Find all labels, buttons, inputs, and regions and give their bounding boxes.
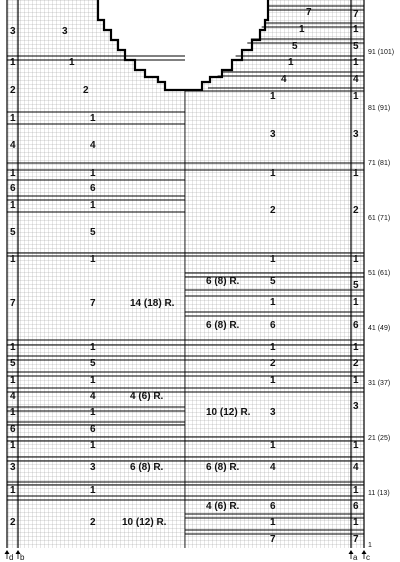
right-edge-count: 1 [353,254,359,265]
row-number: 51 (61) [368,270,391,277]
repeat-label: 4 (6) R. [130,391,164,402]
edge-markers [5,550,371,562]
row-number-axis [368,49,394,549]
right-edge-count: 5 [353,41,359,52]
left-inner-count: 2 [83,85,89,96]
left-edge-count: 4 [10,391,16,402]
repeat-label: 14 (18) R. [130,298,175,309]
left-inner-count: 6 [90,183,96,194]
right-edge-count: 6 [353,320,359,331]
left-edge-count: 2 [10,85,16,96]
left-inner-count: 6 [90,424,96,435]
row-number: 61 (71) [368,215,391,222]
left-inner-count: 1 [69,57,75,68]
row-number: 91 (101) [368,49,395,56]
left-edge-count: 1 [10,113,16,124]
left-edge-count: 4 [10,140,16,151]
right-edge-count: 6 [353,501,359,512]
left-edge-count: 2 [10,517,16,528]
left-edge-count: 1 [10,342,16,353]
right-edge-count: 1 [353,168,359,179]
left-edge-count: 3 [10,26,16,37]
left-inner-count: 1 [90,375,96,386]
left-edge-count: 1 [10,200,16,211]
right-edge-count: 2 [353,205,359,216]
row-number: 31 (37) [368,380,391,387]
left-inner-count: 1 [90,254,96,265]
right-inner-count: 3 [270,129,276,140]
left-edge-count: 1 [10,57,16,68]
row-number: 11 (13) [368,490,390,497]
right-inner-count: 1 [288,57,294,68]
repeat-label: 10 (12) R. [122,517,167,528]
right-inner-count: 5 [270,276,276,287]
row-number: 1 [368,542,372,549]
right-edge-count: 5 [353,280,359,291]
left-edge-count: 5 [10,227,16,238]
repeat-label: 6 (8) R. [206,276,240,287]
left-inner-count: 5 [90,358,96,369]
right-edge-count: 1 [353,440,359,451]
right-inner-count: 1 [270,375,276,386]
repeat-label: 6 (8) R. [206,462,240,473]
left-inner-count: 2 [90,517,96,528]
left-inner-count: 5 [90,227,96,238]
right-edge-count: 1 [353,375,359,386]
left-inner-count: 3 [90,462,96,473]
right-edge-count: 3 [353,401,359,412]
left-inner-count: 4 [90,140,96,151]
repeat-label: 6 (8) R. [206,320,240,331]
right-inner-count: 7 [270,534,276,545]
row-number: 21 (25) [368,435,391,442]
right-inner-count: 6 [270,501,276,512]
right-inner-count: 2 [270,205,276,216]
left-inner-count: 1 [90,485,96,496]
right-inner-count: 1 [270,517,276,528]
repeat-label: 4 (6) R. [206,501,240,512]
left-inner-count: 1 [90,342,96,353]
edge-marker-label: d [9,553,14,562]
repeat-label: 6 (8) R. [130,462,164,473]
left-edge-count: 6 [10,183,16,194]
edge-marker-label: c [366,553,370,562]
right-edge-count: 1 [353,91,359,102]
left-edge-count: 1 [10,485,16,496]
right-inner-count: 1 [270,342,276,353]
right-edge-count: 1 [353,485,359,496]
edge-marker-label: b [20,553,25,562]
right-inner-count: 6 [270,320,276,331]
left-edge-count: 1 [10,440,16,451]
left-inner-count: 4 [90,391,96,402]
right-inner-count: 1 [270,168,276,179]
left-inner-count: 1 [90,168,96,179]
right-edge-count: 7 [353,9,359,20]
right-edge-count: 1 [353,517,359,528]
left-edge-count: 7 [10,298,16,309]
row-number: 41 (49) [368,325,391,332]
left-inner-count: 1 [90,440,96,451]
edge-marker-label: a [353,553,358,562]
right-edge-count: 1 [353,57,359,68]
left-edge-count: 1 [10,375,16,386]
right-inner-count: 2 [270,358,276,369]
repeat-label: 10 (12) R. [206,407,251,418]
right-inner-count: 1 [270,440,276,451]
right-edge-count: 7 [353,534,359,545]
right-inner-count: 5 [292,41,298,52]
right-edge-count: 2 [353,358,359,369]
left-edge-count: 6 [10,424,16,435]
right-edge-count: 1 [353,24,359,35]
right-edge-count: 4 [353,74,359,85]
right-inner-count: 3 [270,407,276,418]
right-inner-count: 4 [270,462,276,473]
right-edge-count: 4 [353,462,359,473]
right-inner-count: 1 [270,297,276,308]
right-edge-count: 1 [353,342,359,353]
left-inner-count: 3 [62,26,68,37]
right-inner-count: 1 [270,91,276,102]
right-inner-count: 7 [306,7,312,18]
left-edge-count: 3 [10,462,16,473]
left-inner-count: 1 [90,113,96,124]
left-inner-count: 1 [90,200,96,211]
left-edge-count: 5 [10,358,16,369]
left-edge-count: 1 [10,254,16,265]
row-number: 71 (81) [368,160,391,167]
row-number: 81 (91) [368,105,391,112]
chart-grid-area [7,0,364,548]
left-inner-count: 7 [90,298,96,309]
left-inner-count: 1 [90,407,96,418]
right-edge-count: 1 [353,297,359,308]
right-edge-count: 3 [353,129,359,140]
right-inner-count: 4 [281,74,287,85]
left-edge-count: 1 [10,168,16,179]
right-inner-count: 1 [299,24,305,35]
right-inner-count: 1 [270,254,276,265]
left-edge-count: 1 [10,407,16,418]
